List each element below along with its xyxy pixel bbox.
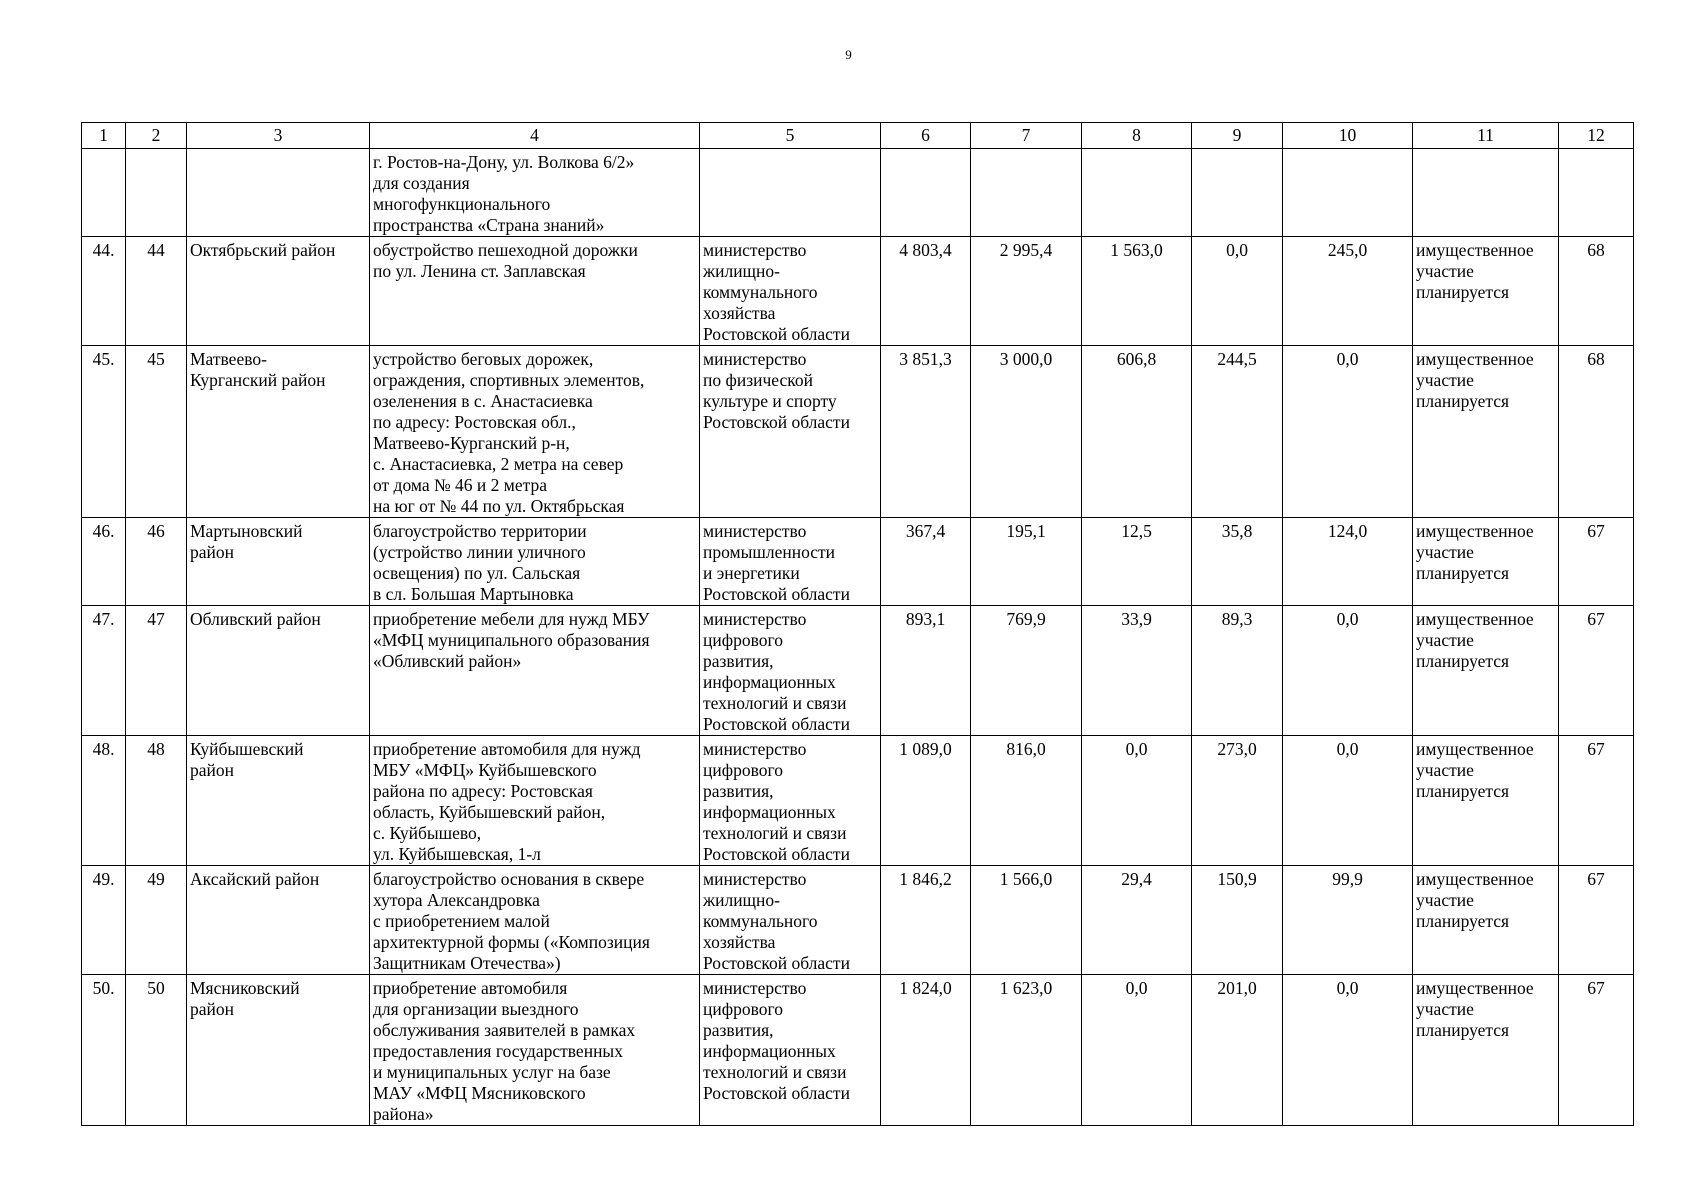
text-line: министерство bbox=[703, 521, 807, 541]
column-number-3: 3 bbox=[187, 123, 370, 149]
text-line: озеленения в с. Анастасиевка bbox=[373, 391, 593, 411]
cell-row-number: 49. bbox=[82, 866, 126, 975]
cell-value-10: 124,0 bbox=[1283, 518, 1413, 606]
cell-total: 1 846,2 bbox=[881, 866, 971, 975]
text-line: приобретение автомобиля для нужд bbox=[373, 739, 641, 759]
text-line: для организации выездного bbox=[373, 999, 579, 1019]
cell-ministry bbox=[700, 736, 881, 866]
cell-row-number: 50. bbox=[82, 975, 126, 1126]
text-line: министерство bbox=[703, 739, 807, 759]
text-line: архитектурной формы («Композиция bbox=[373, 932, 650, 952]
text-line: район bbox=[190, 760, 234, 780]
text-line: участие bbox=[1416, 890, 1474, 910]
text-line: Октябрьский район bbox=[190, 240, 336, 260]
cell-value-7: 2 995,4 bbox=[971, 237, 1082, 346]
cell-score: 67 bbox=[1559, 975, 1634, 1126]
text-line: имущественное bbox=[1416, 739, 1534, 759]
text-line: предоставления государственных bbox=[373, 1041, 623, 1061]
text-line: Мясниковский bbox=[190, 978, 300, 998]
text-line: Защитникам Отечества») bbox=[373, 953, 561, 973]
cell-empty bbox=[187, 149, 370, 237]
text-line: Ростовской области bbox=[703, 714, 850, 734]
cell-value-9: 89,3 bbox=[1192, 606, 1283, 736]
text-line: района» bbox=[373, 1104, 434, 1124]
text-line: цифрового bbox=[703, 630, 783, 650]
text-line: Ростовской области bbox=[703, 412, 850, 432]
cell-total: 893,1 bbox=[881, 606, 971, 736]
cell-value-9: 0,0 bbox=[1192, 237, 1283, 346]
cell-description bbox=[370, 736, 700, 866]
text-line: благоустройство основания в сквере bbox=[373, 869, 645, 889]
text-line: МБУ «МФЦ» Куйбышевского bbox=[373, 760, 597, 780]
cell-id: 46 bbox=[126, 518, 187, 606]
cell-ministry bbox=[700, 606, 881, 736]
text-line: Матвеево-Курганский р-н, bbox=[373, 433, 570, 453]
cell-district bbox=[187, 518, 370, 606]
cell-total: 367,4 bbox=[881, 518, 971, 606]
cell-participation bbox=[1413, 518, 1559, 606]
text-line: ул. Куйбышевская, 1-л bbox=[373, 844, 541, 864]
table-body bbox=[82, 123, 1634, 1126]
text-line: жилищно- bbox=[703, 890, 780, 910]
cell-description bbox=[370, 518, 700, 606]
cell-value-8: 12,5 bbox=[1082, 518, 1192, 606]
text-line: приобретение мебели для нужд МБУ bbox=[373, 609, 650, 629]
cell-score: 68 bbox=[1559, 237, 1634, 346]
cell-id: 49 bbox=[126, 866, 187, 975]
text-line: Обливский район bbox=[190, 609, 321, 629]
text-line: «Обливский район» bbox=[373, 651, 522, 671]
text-line: планируется bbox=[1416, 1020, 1510, 1040]
cell-value-10: 0,0 bbox=[1283, 346, 1413, 518]
text-line: с. Анастасиевка, 2 метра на север bbox=[373, 454, 624, 474]
table-row bbox=[82, 346, 1634, 518]
text-line: планируется bbox=[1416, 563, 1510, 583]
text-line: участие bbox=[1416, 261, 1474, 281]
cell-empty bbox=[881, 149, 971, 237]
page-number: 9 bbox=[845, 47, 852, 62]
cell-row-number: 47. bbox=[82, 606, 126, 736]
text-line: района по адресу: Ростовская bbox=[373, 781, 593, 801]
text-line: технологий и связи bbox=[703, 823, 847, 843]
text-line: министерство bbox=[703, 349, 807, 369]
cell-value-10: 0,0 bbox=[1283, 975, 1413, 1126]
cell-value-7: 195,1 bbox=[971, 518, 1082, 606]
cell-ministry bbox=[700, 518, 881, 606]
cell-value-9: 244,5 bbox=[1192, 346, 1283, 518]
cell-id: 45 bbox=[126, 346, 187, 518]
text-line: освещения) по ул. Сальская bbox=[373, 563, 581, 583]
text-line: Мартыновский bbox=[190, 521, 303, 541]
text-line: ограждения, спортивных элементов, bbox=[373, 370, 645, 390]
text-line: коммунального bbox=[703, 282, 818, 302]
text-line: участие bbox=[1416, 760, 1474, 780]
column-number-12: 12 bbox=[1559, 123, 1634, 149]
text-line: имущественное bbox=[1416, 240, 1534, 260]
cell-value-7: 3 000,0 bbox=[971, 346, 1082, 518]
cell-description bbox=[370, 149, 700, 237]
cell-ministry bbox=[700, 237, 881, 346]
cell-description bbox=[370, 237, 700, 346]
text-line: Ростовской области bbox=[703, 953, 850, 973]
cell-ministry bbox=[700, 866, 881, 975]
column-number-6: 6 bbox=[881, 123, 971, 149]
text-line: Аксайский район bbox=[190, 869, 320, 889]
text-line: министерство bbox=[703, 240, 807, 260]
cell-id: 50 bbox=[126, 975, 187, 1126]
cell-row-number: 44. bbox=[82, 237, 126, 346]
cell-district bbox=[187, 346, 370, 518]
text-line: планируется bbox=[1416, 651, 1510, 671]
table-row bbox=[82, 518, 1634, 606]
cell-value-8: 33,9 bbox=[1082, 606, 1192, 736]
text-line: коммунального bbox=[703, 911, 818, 931]
text-line: для создания bbox=[373, 173, 470, 193]
text-line: Ростовской области bbox=[703, 844, 850, 864]
column-number-10: 10 bbox=[1283, 123, 1413, 149]
column-number-9: 9 bbox=[1192, 123, 1283, 149]
text-line: имущественное bbox=[1416, 521, 1534, 541]
text-line: по физической bbox=[703, 370, 813, 390]
text-line: приобретение автомобиля bbox=[373, 978, 568, 998]
text-line: цифрового bbox=[703, 760, 783, 780]
cell-id: 47 bbox=[126, 606, 187, 736]
text-line: Матвеево- bbox=[190, 349, 267, 369]
text-line: планируется bbox=[1416, 781, 1510, 801]
cell-empty bbox=[1413, 149, 1559, 237]
text-line: министерство bbox=[703, 869, 807, 889]
table-row bbox=[82, 866, 1634, 975]
text-line: планируется bbox=[1416, 391, 1510, 411]
cell-description bbox=[370, 975, 700, 1126]
text-line: Куйбышевский bbox=[190, 739, 304, 759]
cell-id: 48 bbox=[126, 736, 187, 866]
cell-value-8: 0,0 bbox=[1082, 736, 1192, 866]
cell-participation bbox=[1413, 736, 1559, 866]
table-row-continuation bbox=[82, 149, 1634, 237]
text-line: цифрового bbox=[703, 999, 783, 1019]
text-line: участие bbox=[1416, 370, 1474, 390]
text-line: жилищно- bbox=[703, 261, 780, 281]
text-line: устройство беговых дорожек, bbox=[373, 349, 594, 369]
text-line: технологий и связи bbox=[703, 1062, 847, 1082]
cell-total: 3 851,3 bbox=[881, 346, 971, 518]
cell-value-7: 769,9 bbox=[971, 606, 1082, 736]
text-line: имущественное bbox=[1416, 869, 1534, 889]
cell-value-7: 816,0 bbox=[971, 736, 1082, 866]
cell-empty bbox=[1192, 149, 1283, 237]
cell-score: 67 bbox=[1559, 736, 1634, 866]
column-number-2: 2 bbox=[126, 123, 187, 149]
cell-empty bbox=[82, 149, 126, 237]
text-line: от дома № 46 и 2 метра bbox=[373, 475, 547, 495]
text-line: развития, bbox=[703, 781, 774, 801]
text-line: район bbox=[190, 542, 234, 562]
cell-row-number: 48. bbox=[82, 736, 126, 866]
cell-value-9: 273,0 bbox=[1192, 736, 1283, 866]
column-number-5: 5 bbox=[700, 123, 881, 149]
text-line: область, Куйбышевский район, bbox=[373, 802, 606, 822]
text-line: в сл. Большая Мартыновка bbox=[373, 584, 574, 604]
cell-participation bbox=[1413, 237, 1559, 346]
cell-empty bbox=[1082, 149, 1192, 237]
text-line: участие bbox=[1416, 999, 1474, 1019]
cell-participation bbox=[1413, 866, 1559, 975]
cell-total: 1 089,0 bbox=[881, 736, 971, 866]
cell-score: 67 bbox=[1559, 606, 1634, 736]
cell-participation bbox=[1413, 606, 1559, 736]
text-line: планируется bbox=[1416, 911, 1510, 931]
cell-ministry bbox=[700, 346, 881, 518]
cell-district bbox=[187, 606, 370, 736]
text-line: «МФЦ муниципального образования bbox=[373, 630, 650, 650]
text-line: пространства «Страна знаний» bbox=[373, 215, 605, 235]
cell-total: 1 824,0 bbox=[881, 975, 971, 1126]
cell-value-10: 0,0 bbox=[1283, 606, 1413, 736]
cell-score: 67 bbox=[1559, 518, 1634, 606]
column-number-row bbox=[82, 123, 1634, 149]
cell-value-10: 99,9 bbox=[1283, 866, 1413, 975]
column-number-7: 7 bbox=[971, 123, 1082, 149]
cell-id: 44 bbox=[126, 237, 187, 346]
text-line: информационных bbox=[703, 1041, 836, 1061]
cell-empty bbox=[1283, 149, 1413, 237]
cell-score: 67 bbox=[1559, 866, 1634, 975]
cell-value-7: 1 623,0 bbox=[971, 975, 1082, 1126]
column-number-1: 1 bbox=[82, 123, 126, 149]
table-row bbox=[82, 975, 1634, 1126]
text-line: МАУ «МФЦ Мясниковского bbox=[373, 1083, 586, 1103]
text-line: с. Куйбышево, bbox=[373, 823, 482, 843]
cell-district bbox=[187, 975, 370, 1126]
text-line: министерство bbox=[703, 978, 807, 998]
table-row bbox=[82, 606, 1634, 736]
text-line: Курганский район bbox=[190, 370, 326, 390]
text-line: планируется bbox=[1416, 282, 1510, 302]
text-line: развития, bbox=[703, 651, 774, 671]
cell-value-9: 150,9 bbox=[1192, 866, 1283, 975]
text-line: хозяйства bbox=[703, 303, 776, 323]
text-line: многофункционального bbox=[373, 194, 551, 214]
cell-empty bbox=[700, 149, 881, 237]
text-line: развития, bbox=[703, 1020, 774, 1040]
cell-total: 4 803,4 bbox=[881, 237, 971, 346]
text-line: участие bbox=[1416, 542, 1474, 562]
cell-description bbox=[370, 606, 700, 736]
text-line: министерство bbox=[703, 609, 807, 629]
cell-value-8: 29,4 bbox=[1082, 866, 1192, 975]
text-line: благоустройство территории bbox=[373, 521, 587, 541]
text-line: Ростовской области bbox=[703, 584, 850, 604]
cell-ministry bbox=[700, 975, 881, 1126]
text-line: технологий и связи bbox=[703, 693, 847, 713]
cell-value-7: 1 566,0 bbox=[971, 866, 1082, 975]
text-line: и муниципальных услуг на базе bbox=[373, 1062, 611, 1082]
cell-value-9: 35,8 bbox=[1192, 518, 1283, 606]
text-line: обслуживания заявителей в рамках bbox=[373, 1020, 636, 1040]
cell-district bbox=[187, 736, 370, 866]
cell-value-8: 606,8 bbox=[1082, 346, 1192, 518]
table-row bbox=[82, 237, 1634, 346]
column-number-4: 4 bbox=[370, 123, 700, 149]
text-line: по ул. Ленина ст. Заплавская bbox=[373, 261, 586, 281]
text-line: г. Ростов-на-Дону, ул. Волкова 6/2» bbox=[373, 152, 635, 172]
cell-participation bbox=[1413, 975, 1559, 1126]
text-line: (устройство линии уличного bbox=[373, 542, 586, 562]
column-number-11: 11 bbox=[1413, 123, 1559, 149]
cell-value-8: 1 563,0 bbox=[1082, 237, 1192, 346]
cell-value-10: 245,0 bbox=[1283, 237, 1413, 346]
text-line: обустройство пешеходной дорожки bbox=[373, 240, 638, 260]
text-line: информационных bbox=[703, 802, 836, 822]
cell-description bbox=[370, 346, 700, 518]
text-line: имущественное bbox=[1416, 349, 1534, 369]
text-line: промышленности bbox=[703, 542, 836, 562]
cell-empty bbox=[1559, 149, 1634, 237]
text-line: район bbox=[190, 999, 234, 1019]
text-line: с приобретением малой bbox=[373, 911, 550, 931]
text-line: хутора Александровка bbox=[373, 890, 540, 910]
text-line: и энергетики bbox=[703, 563, 800, 583]
text-line: по адресу: Ростовская обл., bbox=[373, 412, 576, 432]
text-line: на юг от № 44 по ул. Октябрьская bbox=[373, 496, 625, 516]
projects-table bbox=[81, 122, 1634, 1126]
cell-value-10: 0,0 bbox=[1283, 736, 1413, 866]
cell-participation bbox=[1413, 346, 1559, 518]
table-row bbox=[82, 736, 1634, 866]
cell-row-number: 45. bbox=[82, 346, 126, 518]
text-line: Ростовской области bbox=[703, 1083, 850, 1103]
cell-district bbox=[187, 237, 370, 346]
text-line: культуре и спорту bbox=[703, 391, 837, 411]
text-line: имущественное bbox=[1416, 978, 1534, 998]
cell-empty bbox=[126, 149, 187, 237]
cell-row-number: 46. bbox=[82, 518, 126, 606]
cell-description bbox=[370, 866, 700, 975]
cell-district bbox=[187, 866, 370, 975]
text-line: имущественное bbox=[1416, 609, 1534, 629]
cell-score: 68 bbox=[1559, 346, 1634, 518]
cell-value-9: 201,0 bbox=[1192, 975, 1283, 1126]
cell-value-8: 0,0 bbox=[1082, 975, 1192, 1126]
text-line: Ростовской области bbox=[703, 324, 850, 344]
text-line: хозяйства bbox=[703, 932, 776, 952]
text-line: информационных bbox=[703, 672, 836, 692]
text-line: участие bbox=[1416, 630, 1474, 650]
cell-empty bbox=[971, 149, 1082, 237]
column-number-8: 8 bbox=[1082, 123, 1192, 149]
